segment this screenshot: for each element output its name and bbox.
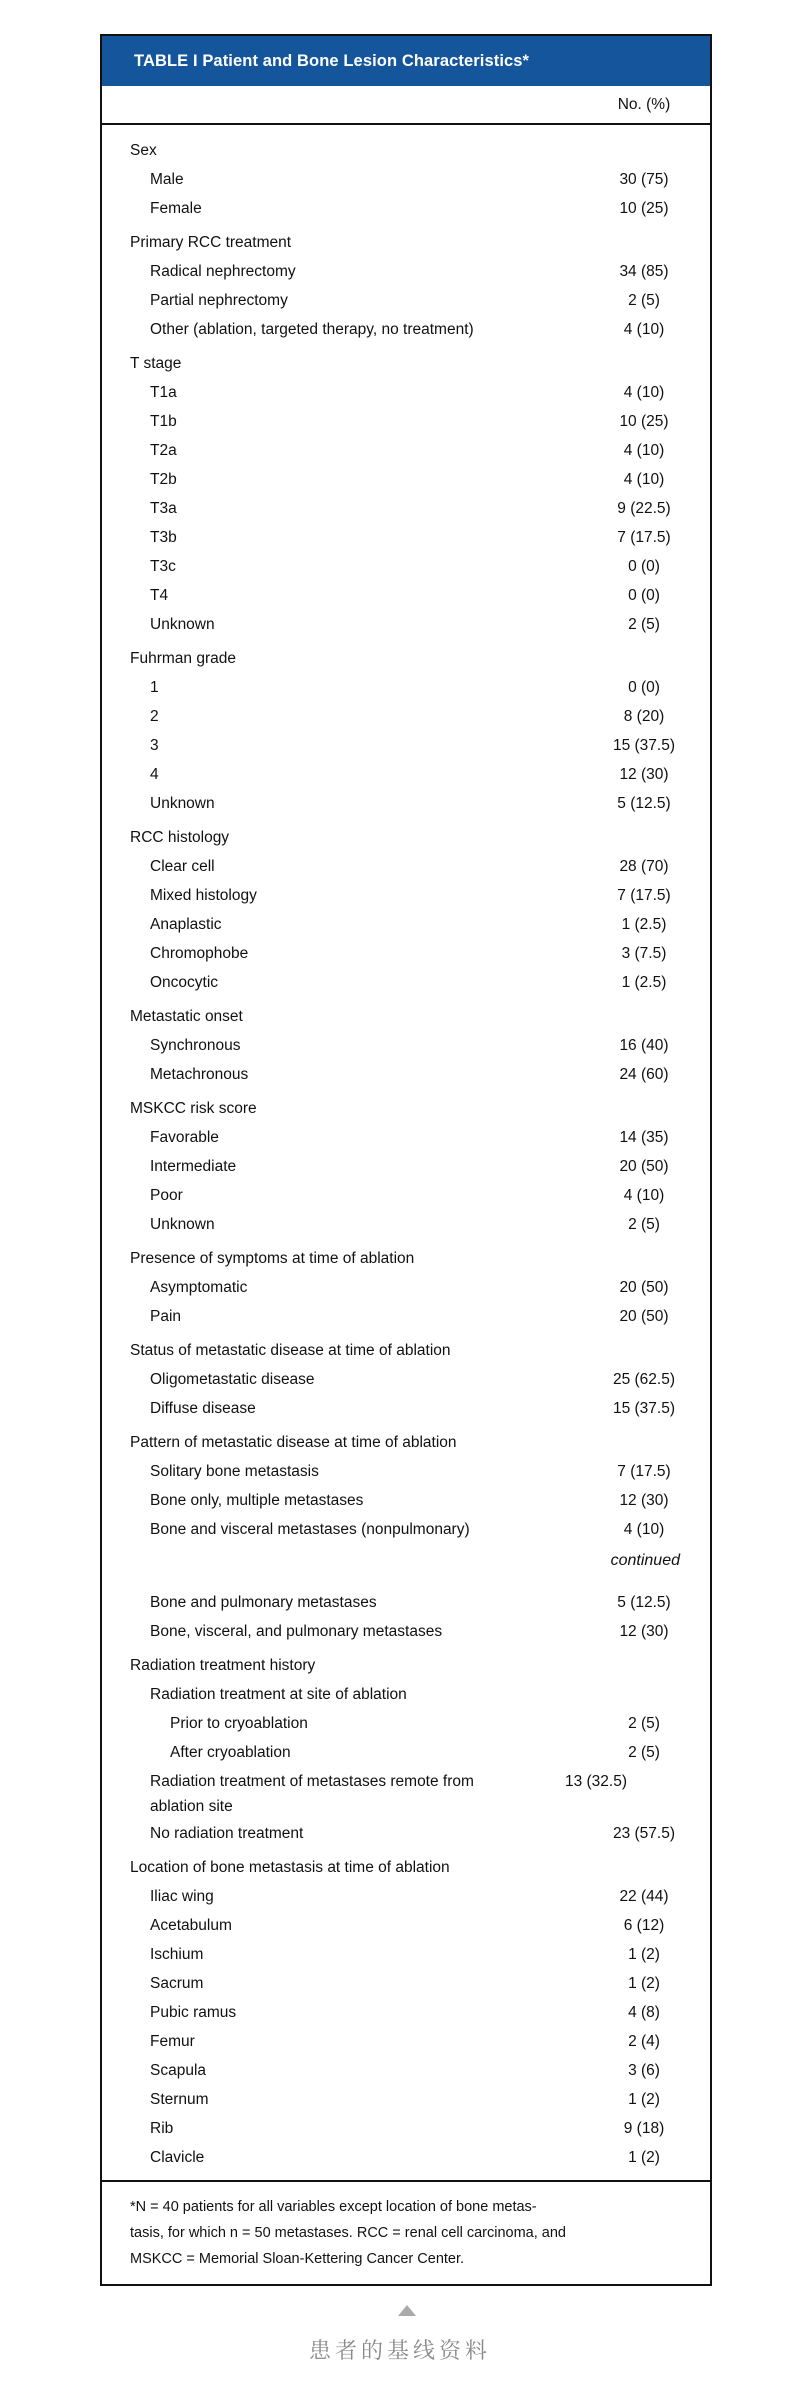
row-label: Ischium xyxy=(150,1946,204,1963)
column-header-no-percent: No. (%) xyxy=(617,95,671,113)
table-row xyxy=(102,1709,710,1738)
row-label: Acetabulum xyxy=(150,1917,232,1934)
table-row xyxy=(102,2085,710,2114)
row-value: 15 (37.5) xyxy=(612,1400,676,1417)
table-row xyxy=(102,2027,710,2056)
row-value: 9 (22.5) xyxy=(617,500,671,517)
row-value: 1 (2) xyxy=(628,2091,660,2108)
table-row xyxy=(102,702,710,731)
row-value: 4 (10) xyxy=(623,1521,665,1538)
row-label: Unknown xyxy=(150,795,215,812)
table-row xyxy=(102,852,710,881)
row-label: Asymptomatic xyxy=(150,1279,248,1296)
row-label: Pain xyxy=(150,1308,182,1325)
row-value: 5 (12.5) xyxy=(617,795,671,812)
row-label: Diffuse disease xyxy=(150,1400,256,1417)
row-value: 22 (44) xyxy=(619,1888,669,1905)
row-value: 2 (5) xyxy=(628,292,660,309)
row-value: 4 (10) xyxy=(623,384,665,401)
row-value: 2 (5) xyxy=(628,1715,660,1732)
section-header-row xyxy=(102,228,710,257)
row-value: 1 (2.5) xyxy=(621,974,667,991)
row-label: Clear cell xyxy=(150,858,215,875)
table-row xyxy=(102,1210,710,1239)
row-label: Sacrum xyxy=(150,1975,204,1992)
row-label: After cryoablation xyxy=(170,1744,291,1761)
table-row xyxy=(102,1738,710,1767)
row-label: Pubic ramus xyxy=(150,2004,237,2021)
row-label: T1b xyxy=(150,413,177,430)
row-value: 12 (30) xyxy=(619,766,669,783)
row-value: 34 (85) xyxy=(619,263,669,280)
table-row xyxy=(102,378,710,407)
section-header-row xyxy=(102,1428,710,1457)
row-label: Presence of symptoms at time of ablation xyxy=(130,1250,415,1267)
table-title: TABLE I Patient and Bone Lesion Characteristics* xyxy=(102,36,710,86)
row-label: Clavicle xyxy=(150,2149,205,2166)
row-label: T4 xyxy=(150,587,169,604)
row-value: 28 (70) xyxy=(619,858,669,875)
row-value: 4 (10) xyxy=(623,321,665,338)
table-row xyxy=(102,1911,710,1940)
row-value: 3 (6) xyxy=(628,2062,660,2079)
figure-caption: 患者的基线资料 xyxy=(308,2338,491,2363)
table-row xyxy=(102,1123,710,1152)
row-label: Oncocytic xyxy=(150,974,219,991)
row-label: 3 xyxy=(150,737,159,754)
row-label: Bone and visceral metastases (nonpulmonary) xyxy=(150,1521,470,1538)
footnote-line: MSKCC = Memorial Sloan-Kettering Cancer Center. xyxy=(130,2251,465,2267)
row-value: 4 (10) xyxy=(623,1187,665,1204)
subsection-header-row xyxy=(102,1680,710,1709)
section-header-row xyxy=(102,1094,710,1123)
footnote-line: tasis, for which n = 50 metastases. RCC = renal cell carcinoma, and xyxy=(130,2225,566,2241)
row-label: 2 xyxy=(150,708,159,725)
table-row xyxy=(102,436,710,465)
row-value: 9 (18) xyxy=(623,2120,665,2137)
table-row xyxy=(102,881,710,910)
row-label: Mixed histology xyxy=(150,887,257,904)
table-row xyxy=(102,910,710,939)
table-row xyxy=(102,165,710,194)
section-header-row xyxy=(102,136,710,165)
row-label: Intermediate xyxy=(150,1158,237,1175)
row-value: 23 (57.5) xyxy=(612,1825,676,1842)
row-value: 2 (4) xyxy=(628,2033,660,2050)
row-value: 8 (20) xyxy=(623,708,665,725)
row-value: 20 (50) xyxy=(619,1308,669,1325)
row-label: Poor xyxy=(150,1187,183,1204)
row-value: 20 (50) xyxy=(619,1279,669,1296)
row-label: Sex xyxy=(130,142,157,159)
row-value: 24 (60) xyxy=(619,1066,669,1083)
row-value: 4 (10) xyxy=(623,442,665,459)
table-row xyxy=(102,610,710,639)
table-row xyxy=(102,523,710,552)
row-value: 14 (35) xyxy=(619,1129,669,1146)
table-row xyxy=(102,2143,710,2172)
row-label: T3a xyxy=(150,500,177,517)
row-label: Fuhrman grade xyxy=(130,650,236,667)
table-row xyxy=(102,286,710,315)
row-value: 1 (2) xyxy=(628,2149,660,2166)
row-label: 1 xyxy=(150,679,159,696)
row-value: 12 (30) xyxy=(619,1623,669,1640)
row-label: Partial nephrectomy xyxy=(150,292,288,309)
row-value: 12 (30) xyxy=(619,1492,669,1509)
table-row xyxy=(102,1457,710,1486)
row-value: 16 (40) xyxy=(619,1037,669,1054)
row-label: RCC histology xyxy=(130,829,230,846)
table-row xyxy=(102,1969,710,1998)
row-label: No radiation treatment xyxy=(150,1825,304,1842)
row-value: 4 (10) xyxy=(623,471,665,488)
row-value: 1 (2) xyxy=(628,1946,660,1963)
row-value: 0 (0) xyxy=(628,558,660,575)
caption-arrow-icon xyxy=(398,2305,416,2316)
table-row xyxy=(102,939,710,968)
table-row xyxy=(102,1882,710,1911)
table-row xyxy=(102,760,710,789)
table-row xyxy=(102,1181,710,1210)
continued-marker: continued xyxy=(610,1552,680,1569)
table-row xyxy=(102,731,710,760)
row-value: 1 (2.5) xyxy=(621,916,667,933)
row-label: Female xyxy=(150,200,202,217)
row-label: Prior to cryoablation xyxy=(170,1715,308,1732)
row-label: T1a xyxy=(150,384,177,401)
row-label: Bone and pulmonary metastases xyxy=(150,1594,377,1611)
row-label: Unknown xyxy=(150,1216,215,1233)
section-header-row xyxy=(102,1244,710,1273)
row-value: 10 (25) xyxy=(619,413,669,430)
column-header-row xyxy=(102,86,710,125)
table-body xyxy=(102,125,710,2180)
table-footnote xyxy=(102,2180,710,2284)
row-value: 1 (2) xyxy=(628,1975,660,1992)
footnote-line: *N = 40 patients for all variables except location of bone metas- xyxy=(130,2199,537,2215)
row-value: 2 (5) xyxy=(628,1216,660,1233)
section-header-row xyxy=(102,1853,710,1882)
row-value: 10 (25) xyxy=(619,200,669,217)
row-value: 3 (7.5) xyxy=(621,945,667,962)
row-label: Sternum xyxy=(150,2091,209,2108)
row-value: 2 (5) xyxy=(628,616,660,633)
table-row xyxy=(102,257,710,286)
table-row xyxy=(102,2114,710,2143)
row-label: Primary RCC treatment xyxy=(130,234,292,251)
row-label: Anaplastic xyxy=(150,916,222,933)
table-row xyxy=(102,1152,710,1181)
row-label: Favorable xyxy=(150,1129,219,1146)
row-value: 13 (32.5) xyxy=(564,1773,628,1790)
row-value: 7 (17.5) xyxy=(617,529,671,546)
table-row xyxy=(102,1767,710,1819)
row-label: Iliac wing xyxy=(150,1888,214,1905)
table-row xyxy=(102,1365,710,1394)
table-row xyxy=(102,1819,710,1848)
row-label: Bone, visceral, and pulmonary metastases xyxy=(150,1623,443,1640)
section-header-row xyxy=(102,1336,710,1365)
section-header-row xyxy=(102,1002,710,1031)
table-row xyxy=(102,407,710,436)
row-label: Rib xyxy=(150,2120,174,2137)
row-label: Metachronous xyxy=(150,1066,249,1083)
row-value: 7 (17.5) xyxy=(617,887,671,904)
row-label: Radiation treatment at site of ablation xyxy=(150,1686,407,1703)
table-row xyxy=(102,1394,710,1423)
row-value: 2 (5) xyxy=(628,1744,660,1761)
characteristics-table xyxy=(100,34,712,2286)
row-label: T3c xyxy=(150,558,176,575)
table-row xyxy=(102,1486,710,1515)
section-header-row xyxy=(102,349,710,378)
table-row xyxy=(102,968,710,997)
table-row xyxy=(102,1940,710,1969)
table-row xyxy=(102,494,710,523)
row-label: Pattern of metastatic disease at time of ablation xyxy=(130,1434,457,1451)
table-row xyxy=(102,673,710,702)
row-value: 0 (0) xyxy=(628,679,660,696)
row-label: Chromophobe xyxy=(150,945,249,962)
table-row xyxy=(102,1302,710,1331)
row-value: 30 (75) xyxy=(619,171,669,188)
row-label: Synchronous xyxy=(150,1037,241,1054)
row-value: 0 (0) xyxy=(628,587,660,604)
row-label: Bone only, multiple metastases xyxy=(150,1492,364,1509)
row-label: Other (ablation, targeted therapy, no treatment) xyxy=(150,321,474,338)
row-value: 5 (12.5) xyxy=(617,1594,671,1611)
row-label: Femur xyxy=(150,2033,195,2050)
row-label: Scapula xyxy=(150,2062,207,2079)
table-row xyxy=(102,1031,710,1060)
row-label: Oligometastatic disease xyxy=(150,1371,315,1388)
row-label: Radical nephrectomy xyxy=(150,263,296,280)
table-row xyxy=(102,2056,710,2085)
table-row xyxy=(102,1588,710,1617)
row-label: T stage xyxy=(130,355,182,372)
row-label: T2a xyxy=(150,442,177,459)
row-label: T3b xyxy=(150,529,177,546)
row-label: T2b xyxy=(150,471,177,488)
table-row xyxy=(102,194,710,223)
row-value: 4 (8) xyxy=(628,2004,660,2021)
row-value: 25 (62.5) xyxy=(612,1371,676,1388)
table-row xyxy=(102,1515,710,1544)
row-label: Status of metastatic disease at time of ablation xyxy=(130,1342,451,1359)
row-value: 7 (17.5) xyxy=(617,1463,671,1480)
row-value: 15 (37.5) xyxy=(612,737,676,754)
row-label: Unknown xyxy=(150,616,215,633)
row-label: Radiation treatment history xyxy=(130,1657,316,1674)
row-label: Male xyxy=(150,171,184,188)
table-row xyxy=(102,581,710,610)
table-row xyxy=(102,1273,710,1302)
row-label: Location of bone metastasis at time of ablation xyxy=(130,1859,450,1876)
table-row xyxy=(102,1617,710,1646)
row-label: Metastatic onset xyxy=(130,1008,243,1025)
table-row xyxy=(102,1998,710,2027)
row-value: 20 (50) xyxy=(619,1158,669,1175)
section-header-row xyxy=(102,823,710,852)
section-header-row xyxy=(102,1651,710,1680)
row-label: 4 xyxy=(150,766,159,783)
table-row xyxy=(102,1060,710,1089)
row-label: Solitary bone metastasis xyxy=(150,1463,319,1480)
row-label: MSKCC risk score xyxy=(130,1100,257,1117)
table-row xyxy=(102,315,710,344)
row-label: Radiation treatment of metastases remote from ablation site xyxy=(150,1773,474,1815)
section-header-row xyxy=(102,644,710,673)
table-row xyxy=(102,552,710,581)
row-value: 6 (12) xyxy=(623,1917,665,1934)
table-row xyxy=(102,465,710,494)
table-row xyxy=(102,789,710,818)
